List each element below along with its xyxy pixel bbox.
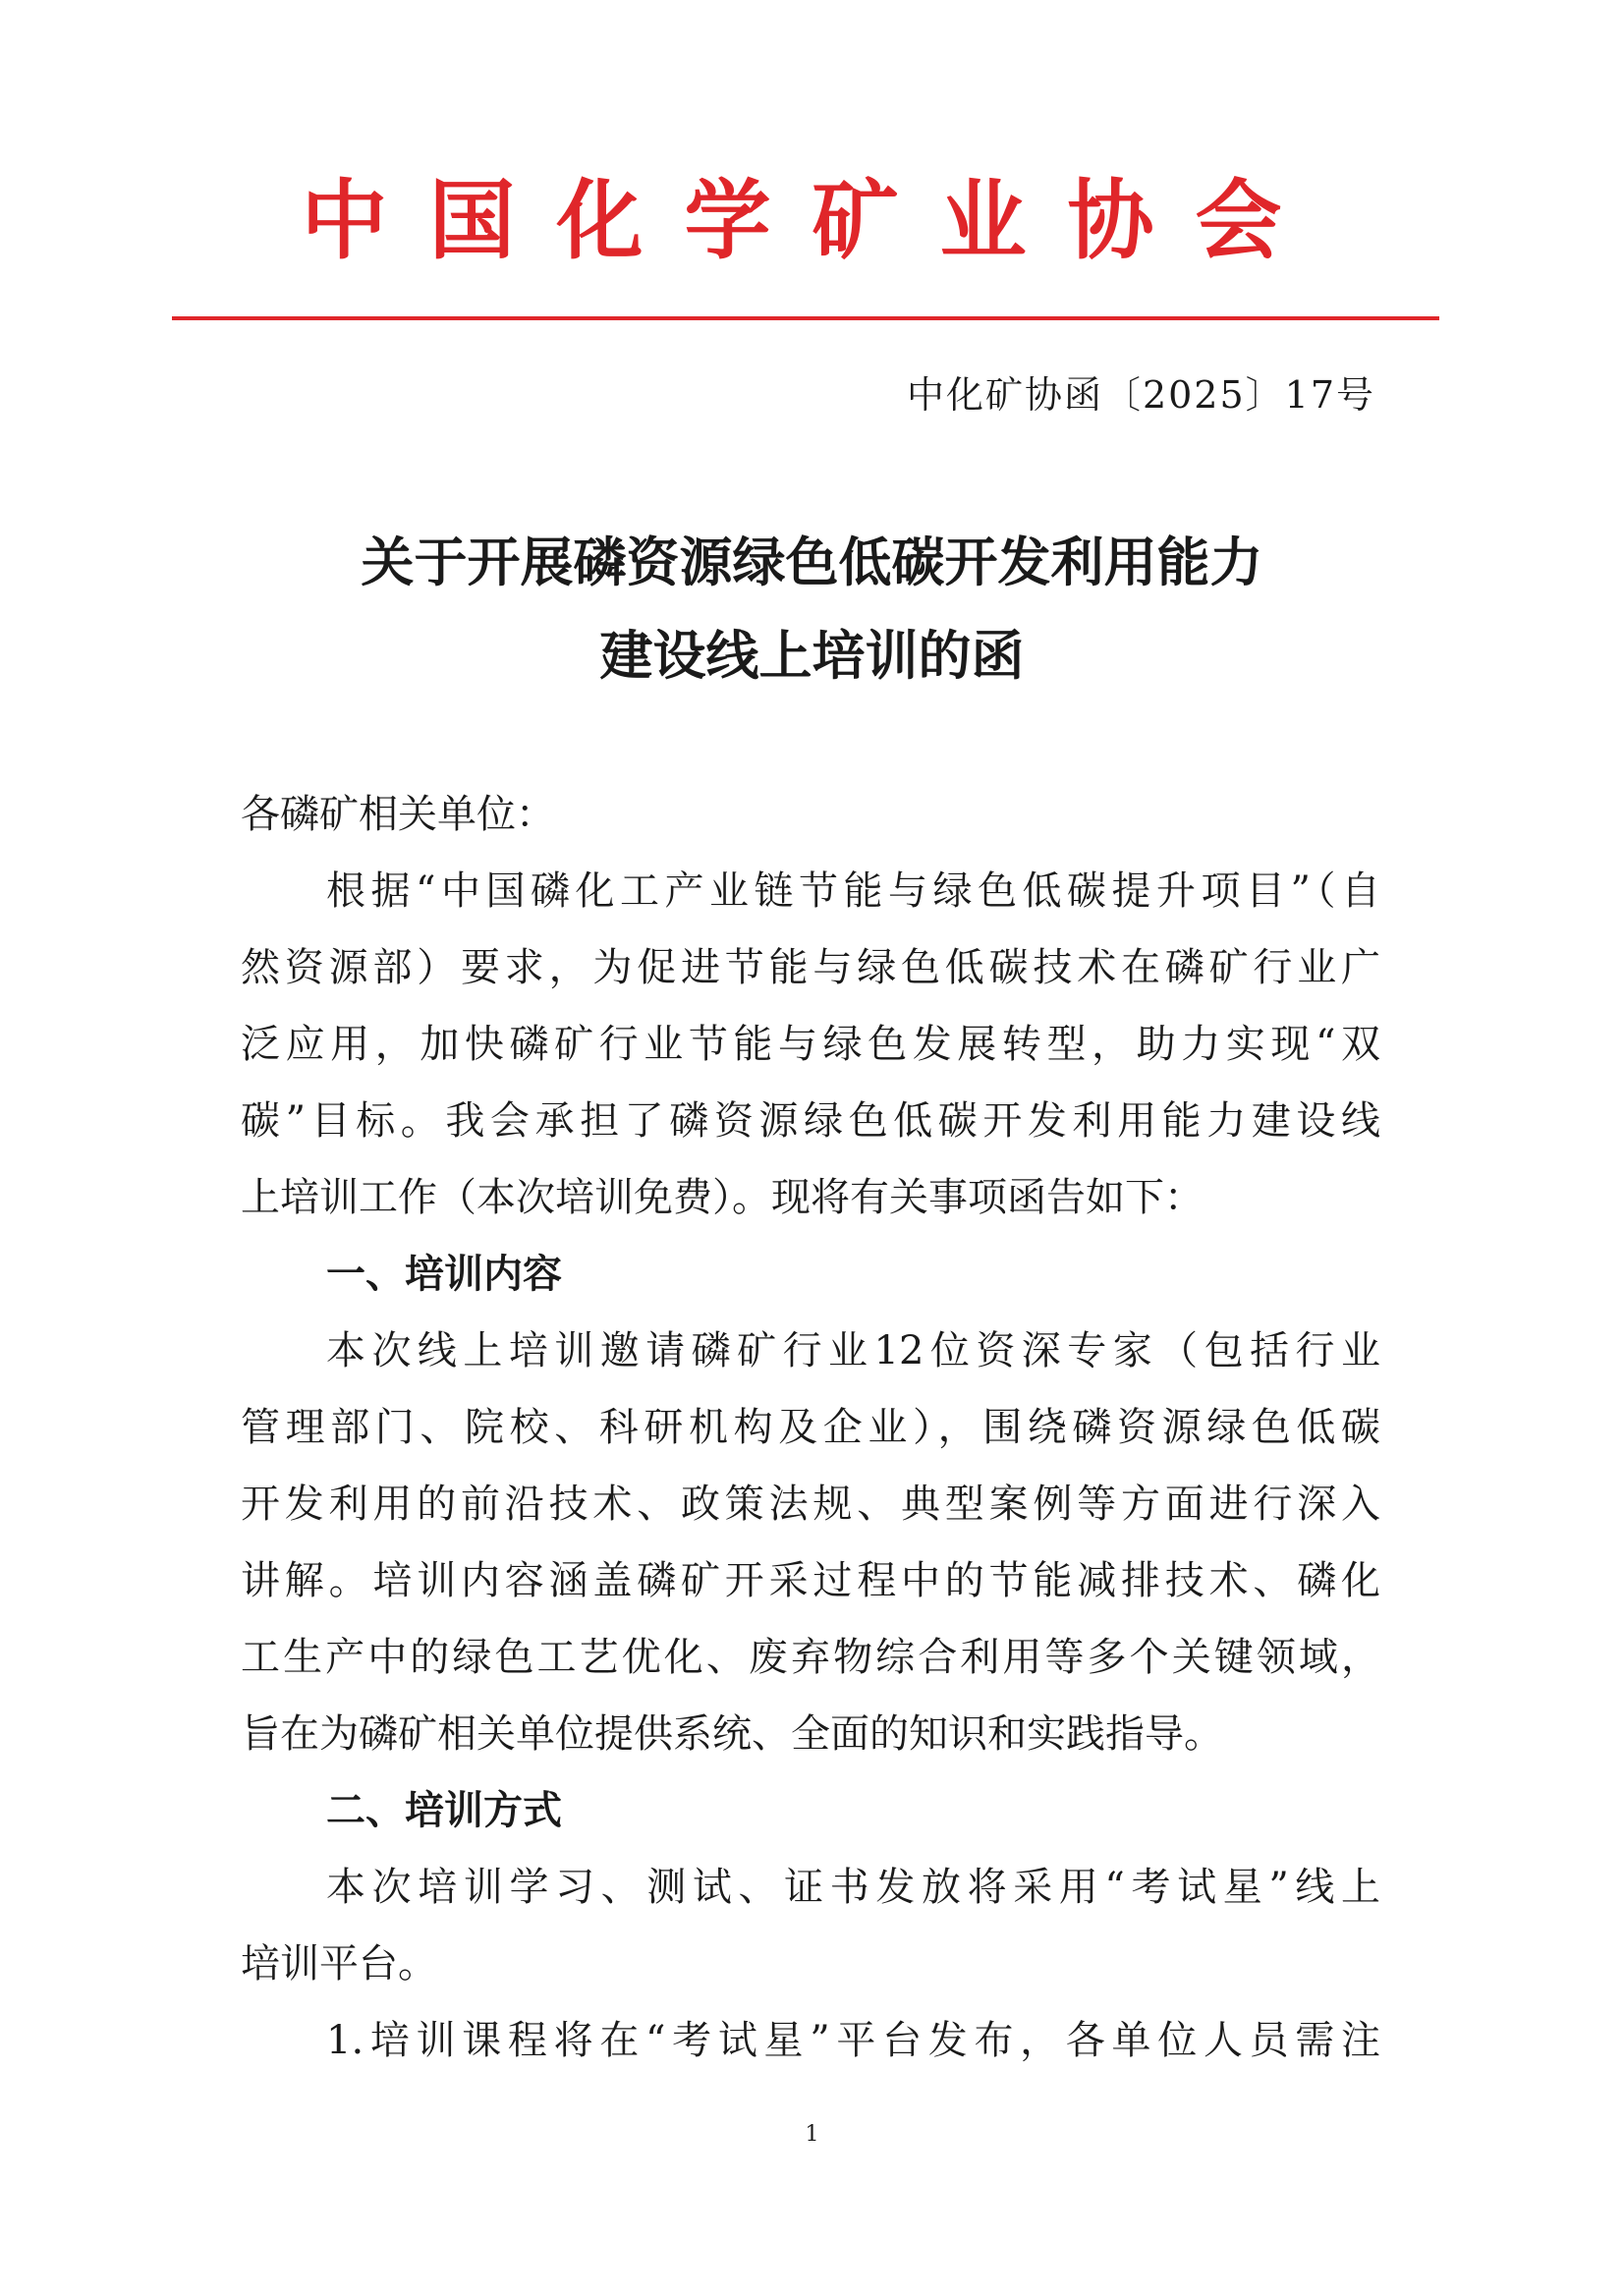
paragraph-line: 管理部门、院校、科研机构及企业），围绕磷资源绿色低碳 <box>241 1405 1380 1450</box>
paragraph-line: 工生产中的绿色工艺优化、废弃物综合利用等多个关键领域， <box>241 1635 1380 1680</box>
section-heading-training-content: 一、培训内容 <box>326 1252 562 1297</box>
paragraph-line: 然资源部）要求，为促进节能与绿色低碳技术在磷矿行业广 <box>241 945 1380 990</box>
section-heading-training-method: 二、培训方式 <box>326 1788 562 1833</box>
document-number: 中化矿协函〔2025〕17号 <box>906 373 1375 417</box>
title-line-2: 建设线上培训的函 <box>599 625 1025 687</box>
salutation: 各磷矿相关单位： <box>241 792 555 837</box>
page-number: 1 <box>805 2122 819 2147</box>
org-name-header: 中国化学矿业协会 <box>301 170 1323 271</box>
paragraph-line: 上培训工作（本次培训免费）。现将有关事项函告如下： <box>241 1175 1204 1220</box>
paragraph-line: 1.培训课程将在“考试星”平台发布，各单位人员需注 <box>326 2018 1380 2063</box>
paragraph-line: 碳”目标。我会承担了磷资源绿色低碳开发利用能力建设线 <box>241 1098 1380 1144</box>
paragraph-line: 泛应用，加快磷矿行业节能与绿色发展转型，助力实现“双 <box>241 1022 1380 1067</box>
red-divider-line <box>172 316 1439 320</box>
document-title <box>0 516 1624 702</box>
paragraph-line: 本次线上培训邀请磷矿行业12位资深专家（包括行业 <box>326 1328 1380 1373</box>
title-line-1: 关于开展磷资源绿色低碳开发利用能力 <box>361 532 1263 593</box>
paragraph-line: 本次培训学习、测试、证书发放将采用“考试星”线上 <box>326 1865 1380 1910</box>
paragraph-line: 旨在为磷矿相关单位提供系统、全面的知识和实践指导。 <box>241 1711 1223 1757</box>
paragraph-line: 开发利用的前沿技术、政策法规、典型案例等方面进行深入 <box>241 1482 1380 1527</box>
paragraph-line: 根据“中国磷化工产业链节能与绿色低碳提升项目”（自 <box>326 868 1380 914</box>
paragraph-line: 培训平台。 <box>241 1941 437 1987</box>
paragraph-line: 讲解。培训内容涵盖磷矿开采过程中的节能减排技术、磷化 <box>241 1558 1380 1603</box>
